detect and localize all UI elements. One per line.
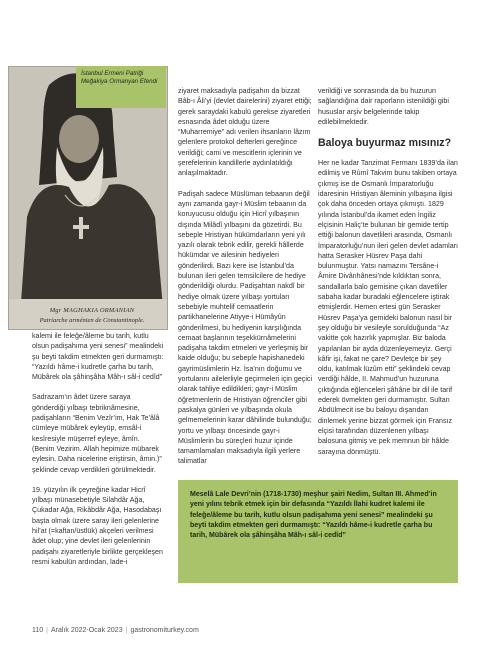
issue-date: Aralık 2022-Ocak 2023 xyxy=(51,627,123,634)
image-caption-box: İstanbul Ermeni Patriği Meğakiya Ormanyan Efendi xyxy=(76,66,166,108)
portrait-caption-name: Mgr MAGHAKIA ORMANIAN xyxy=(49,307,135,314)
paragraph: ziyaret maksadıyla padişahın da bizzat Bâb-ı Âli’yi (devlet dairelerini) ziyaret ettiği; gerek saraydaki kabulü gerekse ziyaretleri esnasında âdet olduğu üzere “Muharremiye” adı verilen ihsanların lâzım gelenlere protokol defterleri gereğince verildiği; cami ve mescitlerin içlerinin ve şerefelerinin kandillerle aydınlatıldığı anlaşılmaktadır. xyxy=(178,87,312,178)
page-number: 110 xyxy=(32,627,44,634)
paragraph: Sadrazam’ın âdet üzere saraya gönderdiği yılbaşı tebriknâmesine, padişahların “Benim Vezîr’im, Hak Te’âlâ cümleye mübârek eyleyüp, emsâl-i kesîresiyle müşerref eyleye, âmîn. (Benim Vezirim. Allah hepimize mübarek eylesin. Daha nicelerine eriştirsin, âmin.)” şeklinde cevap verdikleri görülmektedir. xyxy=(32,393,162,474)
paragraph: Her ne kadar Tanzimat Fermanı 1839’da ilan edilmiş ve Rûmî Takvim bunu takiben ortaya çıkmış ise de Osmanlı İmparatorluğu idaresinin Hristiyan âleminin yılbaşına ilgisi çok daha önceden ortaya çıkmıştı. 1829 yılında İstanbul’da ikamet eden İngiliz elçisinin Haliç’te bulunan bir gemide tertip ettiği balonun davetlileri arasında, Osmanlı İmparatorluğu’nun ileri gelen devlet adamları hatta Serasker Hüsrev Paşa dahi bulunmuştur. Yatsı namazını Tersâne-i Âmire Divânhânesi’nde kıldıktan sonra, sandallarla balo gemisine çıkan davetliler sabaha kadar buradaki eğlencelere iştirak etmişlerdir. Hemen ertesi gün Serasker Hüsrev Paşa’ya gemideki balonun nasıl bir şey olduğu bir vesileyle sorulduğunda “Az vakitte çok hazırlık yapmışlar. Biz baloda yapılanları bir ayda düzenleyemeyiz. Gerçi kâfir işi, fakat ne çare? Devletçe bir şey oldu, katılmak lüzûm etti” şeklindeki cevap verdiği hâlde, II. Mahmud’un huzuruna çıktığında eğlenceleri şâhâne bir dil ile tarif ederek övmekten geri durmamıştır. Sultan Abdülmecit ise bu baloyu dışarıdan dinlemek yerine bizzat görmek için Fransız elçisi tarafından düzenlenen yılbaşı balosuna gitmiş ve pek memnun bir hâlde sarayına dönmüştü. xyxy=(318,159,458,456)
pull-quote-box xyxy=(178,480,458,583)
pull-quote-text: Meselâ Lale Devri’nin (1718-1730) meşhur şairi Nedim, Sultan III. Ahmed’in yeni yılını tebrik etmek için bir defasında “Yazıldı İlahi kudret kalemi ile feleğe/âleme bu tarih, kutlu olsun padişahıma yeni senesi” mealindeki şu beyti takdim etmekten geri durmamıştı: “Yazıldı hâme-i kudretle çarha bu tarih, Mübârek ola şâhinşâha Mâh-ı sâl-i cedîd” xyxy=(190,491,437,540)
text-column-2 xyxy=(178,86,314,477)
paragraph: 19. yüzyılın ilk çeyreğine kadar Hicrî yılbaşı münasebetiyle Silahdâr Ağa, Çukadar Ağa, Rikâbdâr Ağa, Hasodabaşı başta olmak üzere saray ileri gelenlerine hil’at (=kaftan/üstlük) akçeleri verilmesi âdet olup; yine devlet ileri gelenlerinin padişahı ziyaretleriyle birlikte gerçekleşen resmi kabulün ardından, lade-i xyxy=(32,485,163,566)
paragraph: kalemi ile feleğe/âleme bu tarih, kutlu olsun padişahıma yeni senesi” mealindeki şu beyti takdim etmekten geri durmamıştı: “Yazıldı hâme-i kudretle çarha bu tarih, Mübârek ola şâhinşâha Mâh-ı sâl-i cedîd” xyxy=(32,332,164,382)
text-column-3 xyxy=(318,86,458,467)
portrait-caption-title: Patriarche arménien de Constantinople. xyxy=(39,317,145,324)
paragraph: verildiği ve sonrasında da bu huzurun sağlandığına dair raporların istenildiği gibi hususlar arşiv belgelerinde takip edilebilmektedir. xyxy=(318,87,449,126)
paragraph: Padişah sadece Müslüman tebaanın değil aynı zamanda gayr-i Müslim tebaanın da koruyucusu olduğu için Hicrî yılbaşının dışında Milâdî yılbaşını da gözetirdi. Bu sebeple Hristiyan hükümdarların yeni yılı yazılı olarak tebrik edilir, gerekli hâllerde hükümdar ve ailesinin hediyeleri gönderilirdi. Bazı kere ise İstanbul’da bulunan ileri gelen temsilcilere de hediye gönderildiği olurdu. Padişahtan nakdî bir hediye olmak üzere yılbaşı yortuları sebebiyle muhtelif cemaatlerin partikhanelerine Atiyye-i Hümâyûn gönderilmesi, bu hediyenin karşılığında cemaat başlarının teşekkürnâmelerini padişaha takdim etmeleri ve yerleşmiş bir kaide olduğu; bu sebeple hapishanedeki gayrimüslimlerin Hz. İsa’nın doğumu ve yortularını ailelerliyle geçirmeleri için geçici olarak tahliye edildikleri; gayr-i Müslim öğretmenlerin de Hristiyan öğrenciler gibi paskalya günleri ve yılbaşında okula gelmemelerinin karar dâhilinde bulunduğu; yortu ve yılbaşı öncesinde gayr-i Müslimlerin bu süreçleri huzur içinde tamamlamaları maksadıyla ilgili yerlere talimatlar xyxy=(178,189,313,466)
text-column-1 xyxy=(32,331,164,577)
page-footer: 110 | Aralık 2022-Ocak 2023 | gastronomiturkey.com xyxy=(32,627,199,634)
website-link[interactable]: gastronomiturkey.com xyxy=(130,627,199,634)
section-heading: Baloya buyurmaz mısınız? xyxy=(318,137,452,150)
